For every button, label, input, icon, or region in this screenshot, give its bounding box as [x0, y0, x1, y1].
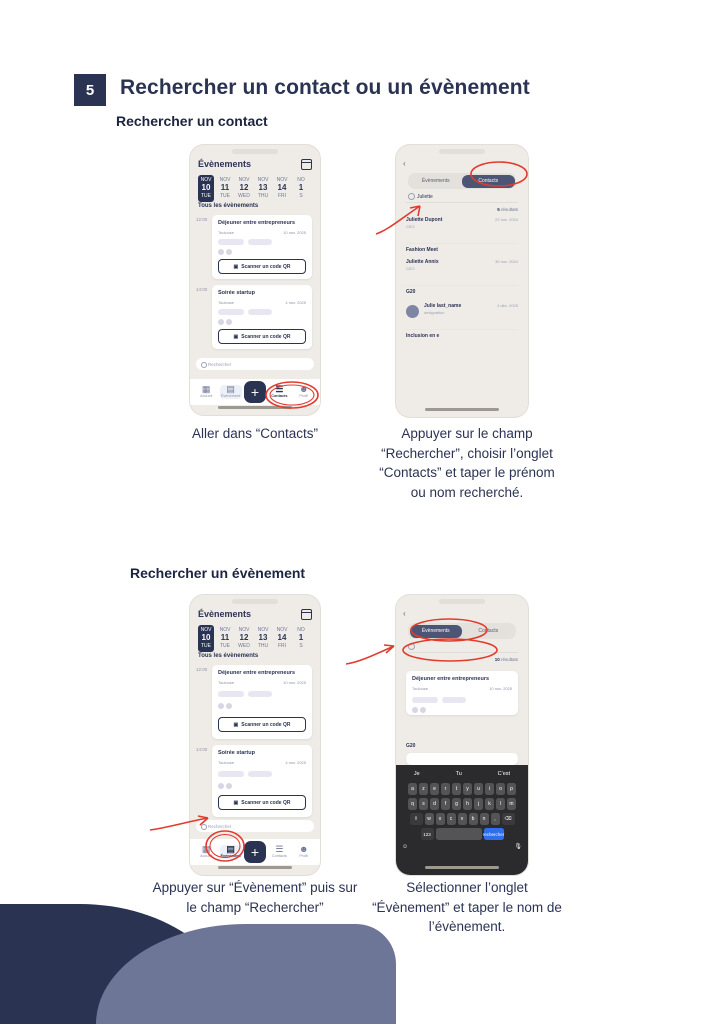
- key[interactable]: ,: [491, 813, 500, 825]
- time-label: 12:00: [196, 217, 208, 222]
- suggestion[interactable]: C'est: [497, 770, 511, 777]
- list-item[interactable]: [406, 217, 518, 244]
- key[interactable]: h: [463, 798, 472, 810]
- keyboard-row-1[interactable]: [396, 783, 528, 795]
- key[interactable]: n: [480, 813, 489, 825]
- event-card-place: Toulouse: [218, 300, 235, 305]
- keyboard-bottom-row[interactable]: [396, 840, 528, 850]
- sidebar-item-profil[interactable]: [293, 845, 315, 859]
- key[interactable]: p: [507, 783, 516, 795]
- tab-contacts[interactable]: Contacts: [478, 628, 499, 634]
- tab-contacts[interactable]: Contacts: [462, 175, 515, 188]
- key[interactable]: y: [463, 783, 472, 795]
- day-month: NOV: [257, 627, 269, 633]
- key[interactable]: f: [441, 798, 450, 810]
- event-card[interactable]: [212, 665, 312, 739]
- event-card[interactable]: [406, 671, 518, 715]
- day-month: NOV: [200, 177, 212, 183]
- all-events-label: Tous les évènements: [198, 653, 259, 659]
- scan-qr-label: Scanner un code QR: [241, 333, 291, 340]
- day-weekday: S: [299, 643, 303, 650]
- keyboard-row-3[interactable]: [396, 813, 528, 825]
- tab-label: Accueil: [200, 853, 213, 858]
- results-label: résultats: [500, 207, 518, 212]
- phone-mockup-search-events: [396, 595, 528, 875]
- search-input[interactable]: Rechercher: [196, 358, 314, 370]
- status-notch: [232, 149, 278, 154]
- event-card[interactable]: [212, 745, 312, 817]
- contact-name: Julie last_name: [424, 303, 462, 309]
- contact-date: 22 nov. 2024: [495, 217, 518, 222]
- tab-evenements[interactable]: Évènements: [410, 625, 463, 638]
- event-card-partial[interactable]: [406, 753, 518, 765]
- sidebar-item-evenement[interactable]: [220, 385, 242, 399]
- calendar-icon: ▤: [226, 843, 235, 854]
- return-key[interactable]: rechercher: [484, 828, 504, 840]
- day-month: NOV: [257, 177, 269, 183]
- search-segmented-control[interactable]: [408, 173, 516, 189]
- sidebar-item-contacts[interactable]: [268, 385, 290, 399]
- phone-mockup-search-contacts: [396, 145, 528, 417]
- suggestion[interactable]: Tu: [455, 770, 462, 777]
- key[interactable]: j: [474, 798, 483, 810]
- results-number: 10: [494, 657, 500, 662]
- attendee-dot: [412, 707, 418, 713]
- event-card-tag: [248, 691, 272, 697]
- attendee-dot: [218, 249, 224, 255]
- day-number: 11: [220, 633, 230, 643]
- home-indicator: [218, 406, 292, 409]
- list-icon: ☰: [275, 383, 284, 394]
- attendee-dot: [218, 319, 224, 325]
- person-icon: ☻: [299, 383, 309, 394]
- day-month: NOV: [276, 177, 288, 183]
- event-card-title: Déjeuner entre entrepreneurs: [218, 220, 296, 226]
- sidebar-item-profil[interactable]: [293, 385, 315, 399]
- add-button[interactable]: +: [244, 841, 266, 863]
- calendar-icon[interactable]: [301, 609, 312, 620]
- home-indicator: [425, 408, 499, 411]
- section-title-contact: Rechercher un contact: [116, 113, 268, 129]
- day-number: 10: [201, 183, 211, 193]
- day-cell[interactable]: [274, 625, 290, 652]
- list-item[interactable]: [406, 259, 518, 286]
- key[interactable]: i: [485, 783, 494, 795]
- key[interactable]: o: [496, 783, 505, 795]
- grid-icon: ▦: [201, 843, 211, 854]
- event-card-title: Soirée startup: [218, 750, 255, 756]
- chevron-left-icon[interactable]: ‹: [403, 159, 406, 168]
- bottom-tab-bar[interactable]: [190, 379, 320, 405]
- sidebar-item-contacts[interactable]: [268, 845, 290, 859]
- space-key[interactable]: [436, 828, 482, 840]
- day-strip[interactable]: [198, 625, 316, 652]
- keyboard-suggestions[interactable]: [396, 767, 528, 780]
- event-card-place: Toulouse: [218, 230, 235, 235]
- day-cell[interactable]: [293, 625, 309, 652]
- list-item[interactable]: [406, 303, 518, 330]
- day-cell[interactable]: [198, 625, 214, 652]
- scan-qr-button[interactable]: [218, 329, 306, 344]
- attendee-dot: [420, 707, 426, 713]
- caption-3: Appuyer sur “Évènement” puis sur le champ “Rechercher”: [152, 880, 358, 915]
- scan-qr-label: Scanner un code QR: [241, 263, 291, 270]
- suggestion[interactable]: Je: [413, 770, 420, 777]
- scan-qr-button[interactable]: [218, 259, 306, 274]
- list-icon: ☰: [275, 843, 284, 854]
- time-label: 12:00: [196, 667, 208, 672]
- day-month: NO: [297, 627, 305, 633]
- contact-role: CEO: [406, 223, 415, 229]
- event-card-title: Soirée startup: [218, 290, 255, 296]
- section-title-event: Rechercher un évènement: [130, 565, 306, 581]
- keyboard-row-2[interactable]: [396, 798, 528, 810]
- event-card-tag: [248, 239, 272, 245]
- search-input[interactable]: Juliette: [406, 191, 518, 203]
- event-card-place: Toulouse: [412, 686, 429, 691]
- day-cell[interactable]: [255, 625, 271, 652]
- group-header: G20: [406, 743, 416, 749]
- group-header: G20: [406, 289, 416, 295]
- day-number: 12: [239, 633, 249, 643]
- day-cell[interactable]: [236, 625, 252, 652]
- key[interactable]: q: [408, 798, 417, 810]
- step-number-badge: 5: [74, 74, 106, 106]
- key[interactable]: s: [419, 798, 428, 810]
- search-input[interactable]: [406, 641, 518, 653]
- day-number: 1: [298, 183, 304, 193]
- microphone-icon[interactable]: 🎙: [514, 844, 522, 850]
- day-month: NO: [297, 177, 305, 183]
- key[interactable]: k: [485, 798, 494, 810]
- day-weekday: S: [299, 193, 303, 200]
- caption-2: Appuyer sur le champ “Rechercher”, choisir l’onglet “Contacts” et taper le prénom ou nom recherché.: [379, 426, 555, 500]
- on-screen-keyboard[interactable]: [396, 765, 528, 875]
- event-card-tag: [218, 309, 244, 315]
- status-notch: [439, 149, 485, 154]
- day-weekday: THU: [257, 643, 269, 650]
- day-month: NOV: [238, 177, 250, 183]
- day-month: NOV: [219, 177, 231, 183]
- scan-qr-button[interactable]: [218, 717, 306, 732]
- event-card-date: 4 nov. 2025: [285, 300, 306, 305]
- key[interactable]: t: [452, 783, 461, 795]
- status-notch: [439, 599, 485, 604]
- attendee-dot: [226, 783, 232, 789]
- page-title: Rechercher un contact ou un évènement: [120, 76, 530, 99]
- contact-role: CEO: [406, 265, 415, 271]
- event-card-date: 10 nov. 2025: [489, 686, 512, 691]
- event-card-date: 10 nov. 2025: [283, 230, 306, 235]
- keyboard-row-4[interactable]: [396, 828, 528, 840]
- day-strip[interactable]: [198, 175, 316, 202]
- day-number: 11: [220, 183, 230, 193]
- key[interactable]: g: [452, 798, 461, 810]
- add-button[interactable]: +: [244, 381, 266, 403]
- event-card-tag: [218, 239, 244, 245]
- tab-label: Évènement: [220, 393, 241, 398]
- attendee-dot: [218, 703, 224, 709]
- day-month: NOV: [238, 627, 250, 633]
- numeric-key[interactable]: 123: [421, 828, 434, 840]
- caption-1: Aller dans “Contacts”: [191, 426, 319, 441]
- day-cell[interactable]: [198, 175, 214, 202]
- day-cell[interactable]: [255, 175, 271, 202]
- key[interactable]: v: [458, 813, 467, 825]
- home-indicator: [218, 866, 292, 869]
- day-number: 13: [258, 633, 268, 643]
- home-indicator: [425, 866, 499, 869]
- status-notch: [232, 599, 278, 604]
- all-events-label: Tous les évènements: [198, 203, 259, 209]
- grid-icon: ▦: [201, 383, 211, 394]
- key[interactable]: b: [469, 813, 478, 825]
- group-header: Inclusion en e: [406, 333, 440, 339]
- calendar-icon[interactable]: [301, 159, 312, 170]
- time-label: 14:00: [196, 747, 208, 752]
- attendee-dot: [226, 249, 232, 255]
- phone-mockup-events-search: [190, 595, 320, 875]
- shift-icon[interactable]: ⇧: [410, 813, 423, 825]
- time-label: 14:00: [196, 287, 208, 292]
- contact-role: designation: [424, 309, 445, 315]
- event-card-place: Toulouse: [218, 760, 235, 765]
- scan-qr-label: Scanner un code QR: [241, 799, 291, 806]
- day-weekday: WED: [238, 643, 250, 650]
- event-card[interactable]: [212, 285, 312, 349]
- day-cell[interactable]: [217, 625, 233, 652]
- events-header: Évènements: [198, 159, 252, 169]
- day-number: 12: [239, 183, 249, 193]
- day-weekday: FRI: [277, 193, 287, 200]
- day-number: 13: [258, 183, 268, 193]
- key[interactable]: w: [425, 813, 434, 825]
- event-card-date: 4 nov. 2025: [285, 760, 306, 765]
- day-number: 14: [277, 183, 287, 193]
- chevron-left-icon[interactable]: ‹: [403, 609, 406, 618]
- phone-mockup-events-contacts: [190, 145, 320, 415]
- search-segmented-control[interactable]: [408, 623, 516, 639]
- group-header: Fashion Meet: [406, 247, 438, 253]
- contact-name: Juliette Annix: [406, 259, 439, 265]
- key[interactable]: x: [436, 813, 445, 825]
- day-cell[interactable]: [293, 175, 309, 202]
- event-card-tag: [442, 697, 466, 703]
- caption-4: Sélectionner l’onglet “Évènement” et taper le nom de l’évènement.: [372, 880, 562, 935]
- key[interactable]: m: [507, 798, 516, 810]
- scan-qr-label: Scanner un code QR: [241, 721, 291, 728]
- contact-name: Juliette Dupont: [406, 217, 443, 223]
- day-month: NOV: [276, 627, 288, 633]
- key[interactable]: u: [474, 783, 483, 795]
- key[interactable]: r: [441, 783, 450, 795]
- day-weekday: TUE: [201, 643, 211, 650]
- events-header: Évènements: [198, 609, 252, 619]
- results-label: résultats: [500, 657, 518, 662]
- bottom-tab-bar[interactable]: [190, 839, 320, 865]
- tab-label: Profil: [299, 393, 309, 398]
- search-input[interactable]: Rechercher: [196, 820, 314, 832]
- backspace-icon[interactable]: ⌫: [502, 813, 515, 825]
- qr-icon: ▣: [233, 721, 239, 728]
- sidebar-item-accueil[interactable]: [195, 385, 217, 399]
- tab-label: Contacts: [271, 393, 288, 398]
- attendee-dot: [218, 783, 224, 789]
- key[interactable]: e: [430, 783, 439, 795]
- day-weekday: THU: [257, 193, 269, 200]
- day-cell[interactable]: [274, 175, 290, 202]
- qr-icon: ▣: [233, 799, 239, 806]
- key[interactable]: z: [419, 783, 428, 795]
- event-card-tag: [412, 697, 438, 703]
- sidebar-item-accueil[interactable]: [195, 845, 217, 859]
- results-count: [497, 207, 518, 212]
- person-icon: ☻: [299, 843, 309, 854]
- tab-label: Contacts: [271, 853, 287, 858]
- sidebar-item-evenement[interactable]: [220, 845, 242, 859]
- event-card-tag: [248, 309, 272, 315]
- attendee-dot: [226, 319, 232, 325]
- day-weekday: FRI: [277, 643, 287, 650]
- day-number: 14: [277, 633, 287, 643]
- tab-label: Profil: [299, 853, 309, 858]
- tab-evenements[interactable]: Évènements: [421, 178, 450, 184]
- day-weekday: TUE: [201, 193, 211, 200]
- contact-date: 30 nov. 2024: [495, 259, 518, 264]
- event-card[interactable]: [212, 215, 312, 279]
- key[interactable]: l: [496, 798, 505, 810]
- event-card-date: 10 nov. 2025: [283, 680, 306, 685]
- event-card-tag: [248, 771, 272, 777]
- key[interactable]: a: [408, 783, 417, 795]
- contact-date: 4 déc. 2025: [497, 303, 518, 308]
- event-card-title: Déjeuner entre entrepreneurs: [218, 670, 296, 676]
- annotation-arrow-event-search: [344, 640, 402, 670]
- day-weekday: WED: [238, 193, 250, 200]
- key[interactable]: d: [430, 798, 439, 810]
- day-cell[interactable]: [217, 175, 233, 202]
- tab-label: Accueil: [200, 393, 213, 398]
- day-number: 1: [298, 633, 304, 643]
- event-card-place: Toulouse: [218, 680, 235, 685]
- day-number: 10: [201, 633, 211, 643]
- emoji-icon[interactable]: ☺: [402, 843, 409, 850]
- day-month: NOV: [200, 627, 212, 633]
- results-number: 5: [497, 207, 500, 212]
- qr-icon: ▣: [233, 333, 239, 340]
- day-month: NOV: [219, 627, 231, 633]
- results-count: [495, 657, 518, 662]
- event-card-title: Déjeuner entre entrepreneurs: [412, 676, 490, 682]
- event-card-tag: [218, 771, 244, 777]
- calendar-icon: ▤: [226, 383, 235, 394]
- day-weekday: TUE: [220, 193, 230, 200]
- attendee-dot: [226, 703, 232, 709]
- day-weekday: TUE: [220, 643, 230, 650]
- event-card-tag: [218, 691, 244, 697]
- key[interactable]: c: [447, 813, 456, 825]
- day-cell[interactable]: [236, 175, 252, 202]
- scan-qr-button[interactable]: [218, 795, 306, 810]
- qr-icon: ▣: [233, 263, 239, 270]
- tab-label: Évènement: [220, 853, 241, 858]
